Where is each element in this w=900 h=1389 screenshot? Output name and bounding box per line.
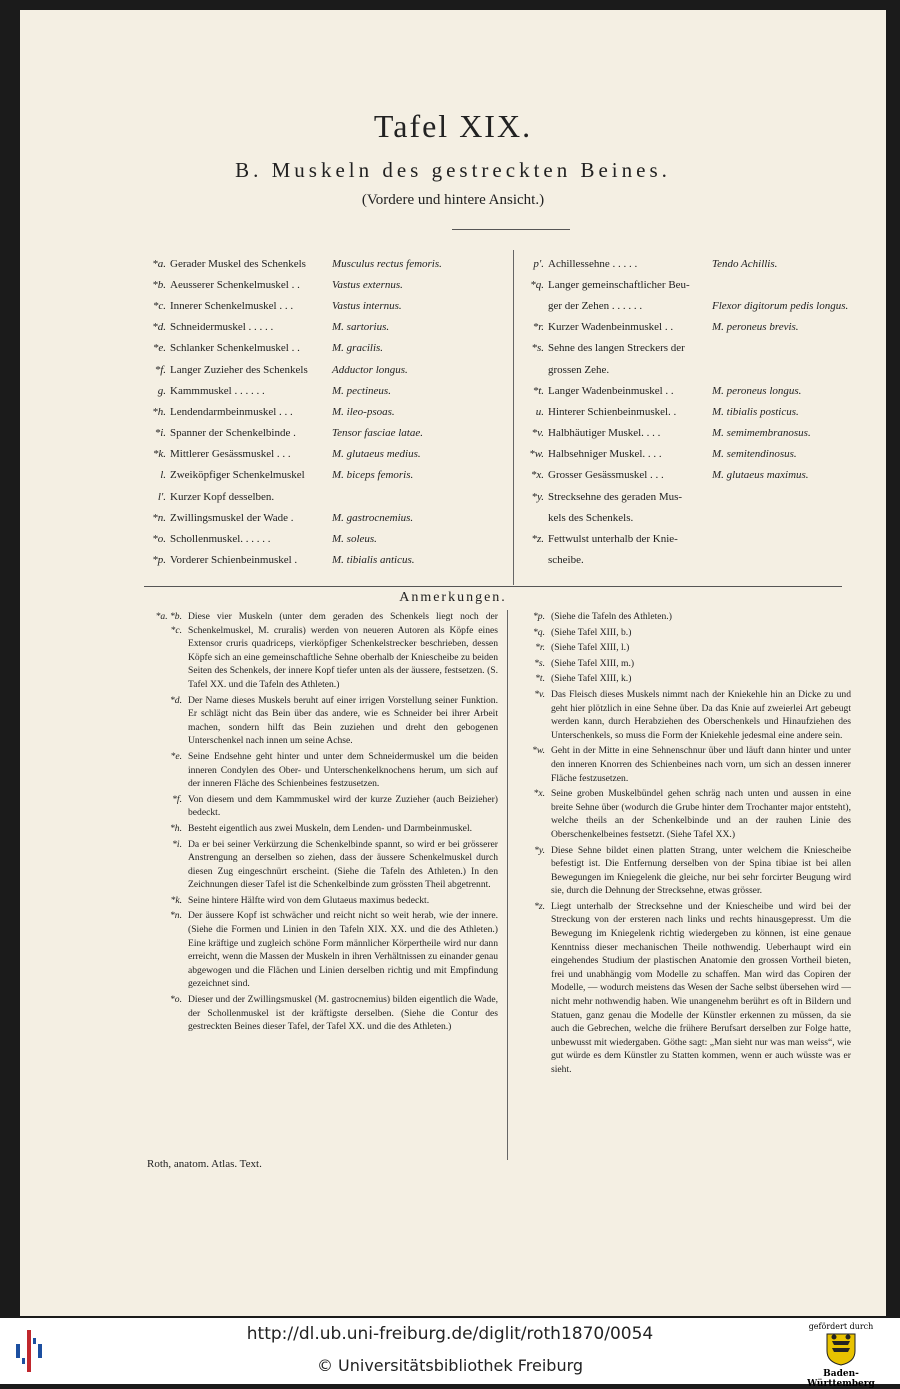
legend-row	[520, 295, 870, 316]
note-entry	[513, 672, 851, 686]
legend-key: *r.	[532, 321, 544, 334]
legend-latin-name: M. tibialis anticus.	[332, 554, 415, 567]
note-key: *w.	[532, 745, 545, 757]
note-entry	[513, 688, 851, 742]
legend-row	[520, 253, 870, 274]
note-key: *z.	[534, 900, 545, 912]
note-key: *t.	[535, 673, 545, 685]
legend-latin-name: M. glutaeus medius.	[332, 448, 421, 461]
note-text: Dieser und der Zwillingsmuskel (M. gastrocnemius) bilden eigentlich die Wade, der Schollenmuskel ist der kräftigste derselben. (Siehe die Contur des gestreckten Beines dieser Tafel, der Tafel XX. und die des Athleten.)	[188, 994, 498, 1033]
notes-left-column	[150, 610, 498, 1036]
legend-row	[140, 550, 510, 571]
note-text: (Siehe Tafel XIII, b.)	[551, 626, 632, 638]
note-key: *n.	[170, 910, 182, 922]
legend-key: *o.	[152, 533, 166, 546]
note-key: *a. *b. *c.	[155, 611, 182, 636]
legend-key: *p.	[152, 554, 166, 567]
note-key: *x.	[533, 788, 545, 800]
note-text: Das Fleisch dieses Muskels nimmt nach der Kniekehle hin an Dicke zu und geht hier plötzlich in eine Sehne über. Da das Knie auf zweierlei Art gebeugt werden kann, durch Herabziehen des Oberschenkels und Hinaufziehen des Unterschenkels, so muss die Form der Kniekehle jedesmal eine andere sein.	[551, 688, 851, 741]
legend-row	[520, 338, 870, 359]
legend-latin-name: Flexor digitorum pedis longus.	[712, 299, 849, 312]
note-key: *p.	[533, 611, 545, 622]
legend-key: *i.	[154, 427, 166, 440]
legend-german-name: scheibe.	[548, 554, 584, 567]
notes-divider	[507, 610, 508, 1160]
legend-row	[520, 401, 870, 422]
note-entry	[513, 657, 851, 671]
note-text: Der Name dieses Muskels beruht auf einer irrigen Vorstellung seiner Funktion. Er schlägt nicht das Bein über das andere, wie es Schneider bei ihrer Arbeit machen, sondern hilft das Bein zuziehen und dreht den gebogenen Unterschenkel nach innen um seine Achse.	[188, 694, 498, 747]
legend-german-name: Halbhäutiger Muskel. . . .	[548, 427, 661, 440]
legend-row	[140, 338, 510, 359]
note-key: *d.	[170, 694, 182, 706]
note-entry	[150, 838, 498, 892]
legend-right-column	[520, 253, 870, 571]
legend-row	[520, 528, 870, 549]
legend-row	[520, 486, 870, 507]
legend-german-name: Vorderer Schienbeinmuskel .	[170, 554, 298, 567]
note-entry	[150, 894, 498, 908]
divider-short	[452, 229, 570, 230]
legend-row	[520, 359, 870, 380]
note-entry	[513, 626, 851, 640]
legend-row	[520, 507, 870, 528]
legend-german-name: Sehne des langen Streckers der	[548, 342, 685, 355]
document-url-link[interactable]: http://dl.ub.uni-freiburg.de/diglit/roth1870/0054	[246, 1324, 654, 1344]
legend-latin-name: M. peroneus longus.	[712, 384, 802, 397]
legend-row	[140, 274, 510, 295]
legend-key: *f.	[154, 363, 166, 376]
legend-german-name: Lendendarmbeinmuskel . . .	[170, 405, 293, 418]
note-entry	[513, 787, 851, 841]
legend-german-name: Kurzer Kopf desselben.	[170, 490, 275, 503]
legend-row	[140, 444, 510, 465]
note-entry	[150, 993, 498, 1034]
legend-key: *s.	[531, 342, 544, 355]
legend-german-name: Halbsehniger Muskel. . . .	[548, 448, 662, 461]
legend-left-column	[140, 253, 510, 571]
legend-german-name: Hinterer Schienbeinmuskel. .	[548, 405, 677, 418]
legend-row	[520, 444, 870, 465]
legend-row	[140, 295, 510, 316]
legend-latin-name: M. tibialis posticus.	[712, 405, 799, 418]
note-key: *k.	[170, 894, 182, 906]
legend-german-name: Langer Wadenbeinmuskel . .	[548, 384, 674, 397]
legend-key: l.	[160, 469, 166, 482]
note-entry	[513, 641, 851, 655]
sponsor-block	[796, 1322, 886, 1389]
sponsor-label: gefördert durch	[808, 1322, 874, 1331]
legend-key: *y.	[531, 490, 544, 503]
page-title: Tafel XIX.	[373, 108, 533, 144]
legend-latin-name: Adductor longus.	[332, 363, 408, 376]
legend-german-name: Langer Zuzieher des Schenkels	[170, 363, 308, 376]
legend-latin-name: M. gracilis.	[332, 342, 384, 355]
note-key: *i.	[172, 838, 182, 850]
legend-german-name: Zwillingsmuskel der Wade .	[170, 511, 294, 524]
legend-row	[140, 359, 510, 380]
legend-key: *q.	[530, 278, 544, 291]
legend-row	[140, 317, 510, 338]
legend-row	[140, 423, 510, 444]
legend-row	[520, 380, 870, 401]
legend-key: *c.	[152, 299, 166, 312]
note-entry	[150, 909, 498, 991]
note-text: Seine groben Muskelbündel gehen schräg nach unten und aussen in eine breite Sehne über (wodurch die Grube hinter dem Trochanter major entsteht), welche theils an der Schenkelbinde und an der rauhen Linie des Oberschenkelbeines festsetzt. (Siehe Tafel XX.)	[551, 788, 851, 840]
divider-long	[144, 586, 842, 587]
legend-row	[140, 401, 510, 422]
legend-key: p'.	[533, 257, 544, 270]
column-divider	[513, 250, 514, 585]
legend-latin-name: Tensor fasciae latae.	[332, 427, 423, 440]
legend-key: *t.	[532, 384, 544, 397]
legend-row	[520, 317, 870, 338]
legend-key: *d.	[152, 321, 166, 334]
scanned-page	[20, 10, 886, 1316]
legend-key: g.	[157, 384, 166, 397]
legend-key: l'.	[157, 490, 166, 503]
legend-german-name: Gerader Muskel des Schenkels	[170, 257, 306, 270]
legend-latin-name: M. peroneus brevis.	[712, 321, 799, 334]
legend-latin-name: M. sartorius.	[332, 321, 390, 334]
note-text: (Siehe die Tafeln des Athleten.)	[551, 611, 672, 622]
note-text: Besteht eigentlich aus zwei Muskeln, dem Lenden- und Darmbeinmuskel.	[188, 822, 473, 834]
legend-latin-name: M. semimembranosus.	[712, 427, 811, 440]
legend-row	[140, 380, 510, 401]
legend-german-name: Grosser Gesässmuskel . . .	[548, 469, 664, 482]
note-text: Geht in der Mitte in eine Sehnenschnur über und läuft dann hinter und unter den inneren Knorren des Schienbeines nach vorn, um sich an dessen innerer Fläche festzusetzen.	[551, 745, 851, 784]
coat-of-arms-icon	[824, 1331, 858, 1367]
legend-key: *a.	[152, 257, 166, 270]
note-entry	[150, 793, 498, 820]
legend-german-name: Kurzer Wadenbeinmuskel . .	[548, 321, 674, 334]
note-key: *v.	[534, 688, 545, 700]
legend-key: *k.	[152, 448, 166, 461]
note-text: Der äussere Kopf ist schwächer und reicht nicht so weit herab, wie der innere. (Siehe die Formen und Linien in den Tafeln XIX. XX. und die des Athleten.) Eine kräftige und zugleich schöne Form männlicher Körpertheile wird nur dann erreicht, wenn die Massen der Muskeln in ihren Verhältnissen zu einander genau abgewogen und die Flächen und Linien derselben richtig und mit Empfindung gezeichnet sind.	[188, 910, 498, 990]
legend-german-name: ger der Zehen . . . . . .	[548, 299, 643, 312]
legend-row	[140, 465, 510, 486]
note-text: (Siehe Tafel XIII, l.)	[551, 642, 630, 654]
legend-german-name: Zweiköpfiger Schenkelmuskel	[170, 469, 305, 482]
legend-latin-name: M. ileo-psoas.	[332, 405, 395, 418]
legend-german-name: Schneidermuskel . . . . .	[170, 321, 274, 334]
legend-key: *b.	[152, 278, 166, 291]
legend-key: *z.	[531, 533, 544, 546]
note-entry	[150, 610, 498, 692]
legend-latin-name: M. soleus.	[332, 533, 377, 546]
legend-latin-name: M. semitendinosus.	[712, 448, 797, 461]
legend-german-name: Aeusserer Schenkelmuskel . .	[170, 278, 300, 291]
note-text: Von diesem und dem Kammmuskel wird der kurze Zuzieher (auch Beizieher) bedeckt.	[188, 793, 498, 819]
legend-key: *w.	[529, 448, 544, 461]
note-entry	[513, 844, 851, 898]
legend-german-name: Kammmuskel . . . . . .	[170, 384, 265, 397]
legend-key: u.	[535, 405, 544, 418]
note-key: *q.	[533, 626, 545, 638]
legend-latin-name: Vastus internus.	[332, 299, 402, 312]
legend-latin-name: Tendo Achillis.	[712, 257, 778, 270]
note-text: Seine hintere Hälfte wird von dem Glutaeus maximus bedeckt.	[188, 894, 430, 906]
note-entry	[513, 610, 851, 624]
legend-key: *n.	[152, 511, 166, 524]
note-text: (Siehe Tafel XIII, m.)	[551, 657, 635, 669]
library-footer-band	[0, 1318, 900, 1389]
legend-key: *x.	[530, 469, 544, 482]
legend-row	[520, 465, 870, 486]
note-key: *o.	[170, 994, 182, 1006]
note-key: *r.	[535, 642, 545, 654]
legend-german-name: Schollenmuskel. . . . . .	[170, 533, 271, 546]
note-text: (Siehe Tafel XIII, k.)	[551, 673, 632, 685]
legend-german-name: Spanner der Schenkelbinde .	[170, 427, 296, 440]
legend-row	[520, 274, 870, 295]
note-key: *y.	[534, 844, 545, 856]
page-footer: Roth, anatom. Atlas. Text.	[147, 1158, 262, 1170]
anmerkungen-heading: Anmerkungen.	[399, 590, 507, 605]
legend-latin-name: M. pectineus.	[332, 384, 391, 397]
legend-row	[140, 253, 510, 274]
page-subsubtitle: (Vordere und hintere Ansicht.)	[361, 192, 545, 208]
note-entry	[513, 744, 851, 785]
note-key: *h.	[170, 822, 182, 834]
legend-german-name: kels des Schenkels.	[548, 511, 634, 524]
legend-row	[140, 486, 510, 507]
legend-german-name: Achillessehne . . . . .	[548, 257, 638, 270]
note-entry	[150, 750, 498, 791]
legend-german-name: Mittlerer Gesässmuskel . . .	[170, 448, 291, 461]
legend-latin-name: Musculus rectus femoris.	[332, 257, 442, 270]
sponsor-name: Baden-Württemberg	[807, 1369, 875, 1389]
legend-german-name: Schlanker Schenkelmuskel . .	[170, 342, 300, 355]
note-text: Diese vier Muskeln (unter dem geraden des Schenkels liegt noch der Schenkelmuskel, M. cruralis) werden von neueren Autoren als Köpfe eines Extensor cruris quadriceps, vierköpfiger Schenkelstrecker beschrieben, dessen Köpfe sich an eine gemeinschaftliche Sehne oberhalb der Kniescheibe zu beiden Seiten des Schenkels, der innere Kopf tiefer unten als der äussere, festsetzen. (S. Tafel XX. und die Tafeln des Athleten.)	[188, 611, 498, 690]
legend-german-name: Langer gemeinschaftlicher Beu-	[548, 278, 690, 291]
legend-latin-name: M. biceps femoris.	[332, 469, 414, 482]
note-entry	[150, 694, 498, 748]
legend-row	[520, 550, 870, 571]
legend-german-name: Innerer Schenkelmuskel . . .	[170, 299, 294, 312]
legend-key: *h.	[152, 405, 166, 418]
legend-german-name: Fettwulst unterhalb der Knie-	[548, 533, 678, 546]
note-key: *f.	[172, 793, 182, 805]
note-key: *s.	[534, 657, 545, 669]
legend-row	[140, 507, 510, 528]
note-key: *e.	[170, 750, 182, 762]
page-subtitle: B. Muskeln des gestreckten Beines.	[235, 158, 671, 182]
legend-row	[520, 423, 870, 444]
legend-latin-name: Vastus externus.	[332, 278, 403, 291]
note-entry	[150, 822, 498, 836]
note-text: Diese Sehne bildet einen platten Strang, unter welchem die Kniescheibe befestigt ist. Die Entfernung derselben von der Spina tibiae ist bei allen Bewegungen im Kniegelenk die gleiche, nur bei sehr forcirter Beugung wird sie, durch die Dehnung der Strecksehne, etwas grösser.	[551, 844, 851, 897]
legend-key: *v.	[531, 427, 544, 440]
note-text: Da er bei seiner Verkürzung die Schenkelbinde spannt, so wird er bei grösserer Anstrengung an derselben so ziehen, dass der äussere Schenkelmuskel durch diesen Zug eingeschnürt erscheint. (Siehe die Tafeln des Athleten.) In den Zeichnungen dieser Tafel ist die Schenkelbinde zum grössten Theil abgetrennt.	[188, 838, 498, 891]
legend-latin-name: M. gastrocnemius.	[332, 511, 414, 524]
note-text: Seine Endsehne geht hinter und unter dem Schneidermuskel um die beiden inneren Condylen des Ober- und Unterschenkelknochens herum, um sich auf der inneren Fläche des Schienbeines festzusetzen.	[188, 750, 498, 790]
legend-key: *e.	[152, 342, 166, 355]
legend-german-name: Strecksehne des geraden Mus-	[548, 490, 683, 503]
notes-right-column	[513, 610, 851, 1079]
legend-latin-name: M. glutaeus maximus.	[712, 469, 809, 482]
legend-row	[140, 528, 510, 549]
note-text: Liegt unterhalb der Strecksehne und der Kniescheibe und wird bei der Streckung von der ersteren nach links und rechts hinausgepresst. Um die Bewegung im Kniegelenk richtig wiedergeben zu können, ist eine genaue Kenntniss dieser mechanischen Theile nothwendig. Ueberhaupt wird ein eingehendes Studium der plastischen Anatomie den grossen Vortheil bieten, frei und unabhängig vom Modelle zu schaffen. Man wird das Copiren der Modelle, — wodurch meistens das Wesen der Sache selbst übersehen wird — nicht mehr nothwendig haben. Wie unangenehm berührt es oft in Bildern und Statuen, ganz genau die Modelle der Künstler erkennen zu müssen, da sie auch die Gebrechen, welche die frühere Berufsart derselben zur Folge hatte, unbewusst mit wiedergaben. Göthe sagt: „Man sieht nur was man weiss“, wie gut würde es dem Künstler zu Statten kommen, wenn er auch wüsste was er sieht.	[551, 900, 851, 1075]
note-entry	[513, 900, 851, 1077]
legend-german-name: grossen Zehe.	[548, 363, 610, 376]
copyright-text: © Universitätsbibliothek Freiburg	[316, 1356, 584, 1375]
